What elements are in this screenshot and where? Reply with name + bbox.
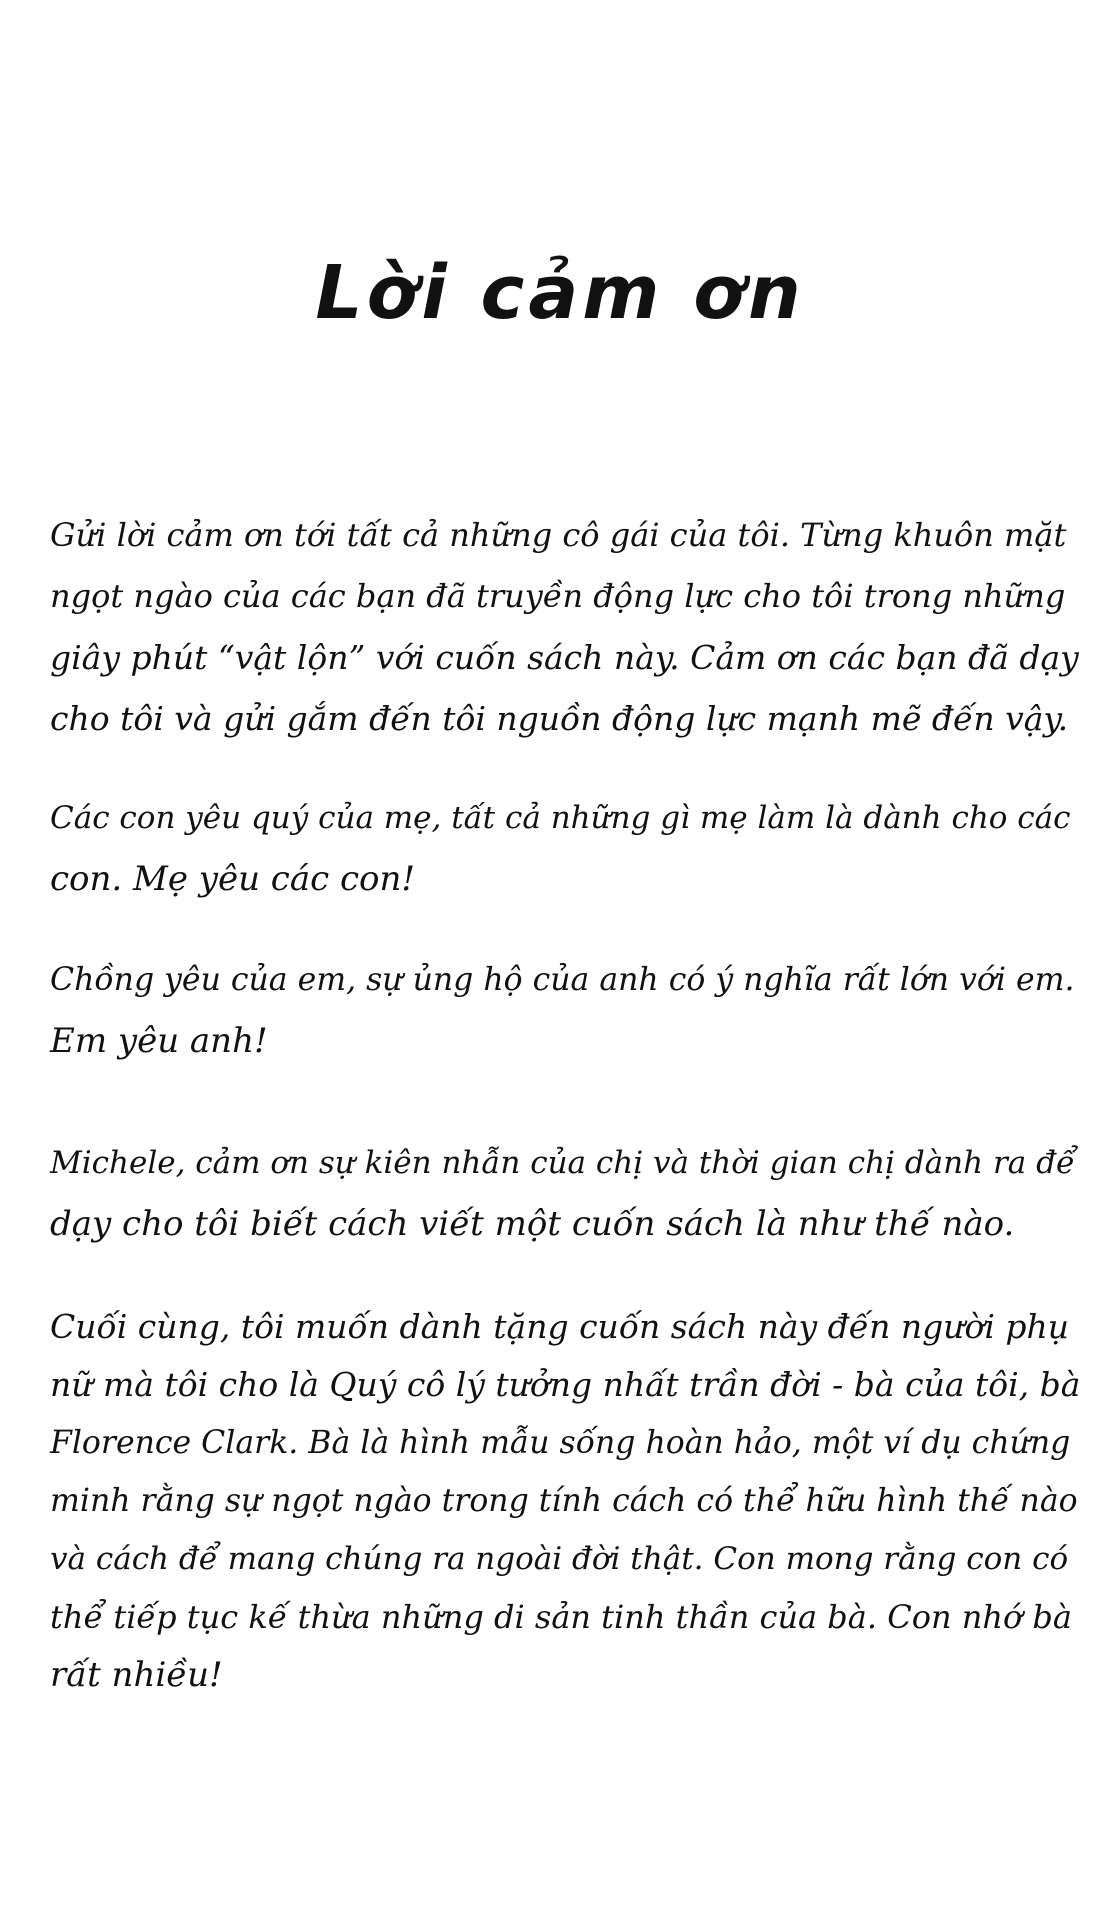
text-line: dạy cho tôi biết cách viết một cuốn sách là như thế nào. xyxy=(50,1204,1015,1244)
text-line: và cách để mang chúng ra ngoài đời thật. Con mong rằng con có xyxy=(50,1541,1069,1577)
page-title: Lời cảm ơn xyxy=(315,250,805,336)
text-line: giây phút “vật lộn” với cuốn sách này. Cảm ơn các bạn đã dạy xyxy=(50,638,1079,677)
text-line: Florence Clark. Bà là hình mẫu sống hoàn hảo, một ví dụ chứng xyxy=(50,1425,1071,1461)
text-line: cho tôi và gửi gắm đến tôi nguồn động lực mạnh mẽ đến vậy. xyxy=(50,699,1069,738)
paragraph-girls xyxy=(50,505,1080,749)
paragraph-children xyxy=(50,788,1080,910)
text-line: minh rằng sự ngọt ngào trong tính cách có thể hữu hình thế nào xyxy=(50,1483,1078,1519)
text-line: Gửi lời cảm ơn tới tất cả những cô gái của tôi. Từng khuôn mặt xyxy=(50,516,1067,554)
paragraph-husband xyxy=(50,950,1080,1072)
text-line: nữ mà tôi cho là Quý cô lý tưởng nhất trần đời - bà của tôi, bà xyxy=(50,1365,1081,1404)
text-line: rất nhiều! xyxy=(50,1655,223,1695)
text-line: ngọt ngào của các bạn đã truyền động lực cho tôi trong những xyxy=(50,577,1066,615)
text-line: con. Mẹ yêu các con! xyxy=(50,859,416,899)
text-line: Michele, cảm ơn sự kiên nhẫn của chị và thời gian chị dành ra để xyxy=(50,1145,1076,1181)
text-line: Em yêu anh! xyxy=(50,1021,268,1061)
text-line: Cuối cùng, tôi muốn dành tặng cuốn sách này đến người phụ xyxy=(50,1307,1069,1346)
paragraph-grandmother xyxy=(50,1298,1080,1704)
text-line: thể tiếp tục kế thừa những di sản tinh thần của bà. Con nhớ bà xyxy=(50,1598,1072,1636)
paragraph-michele xyxy=(50,1133,1080,1255)
text-line: Chồng yêu của em, sự ủng hộ của anh có ý nghĩa rất lớn với em. xyxy=(50,962,1075,998)
text-line: Các con yêu quý của mẹ, tất cả những gì mẹ làm là dành cho các xyxy=(50,800,1071,836)
